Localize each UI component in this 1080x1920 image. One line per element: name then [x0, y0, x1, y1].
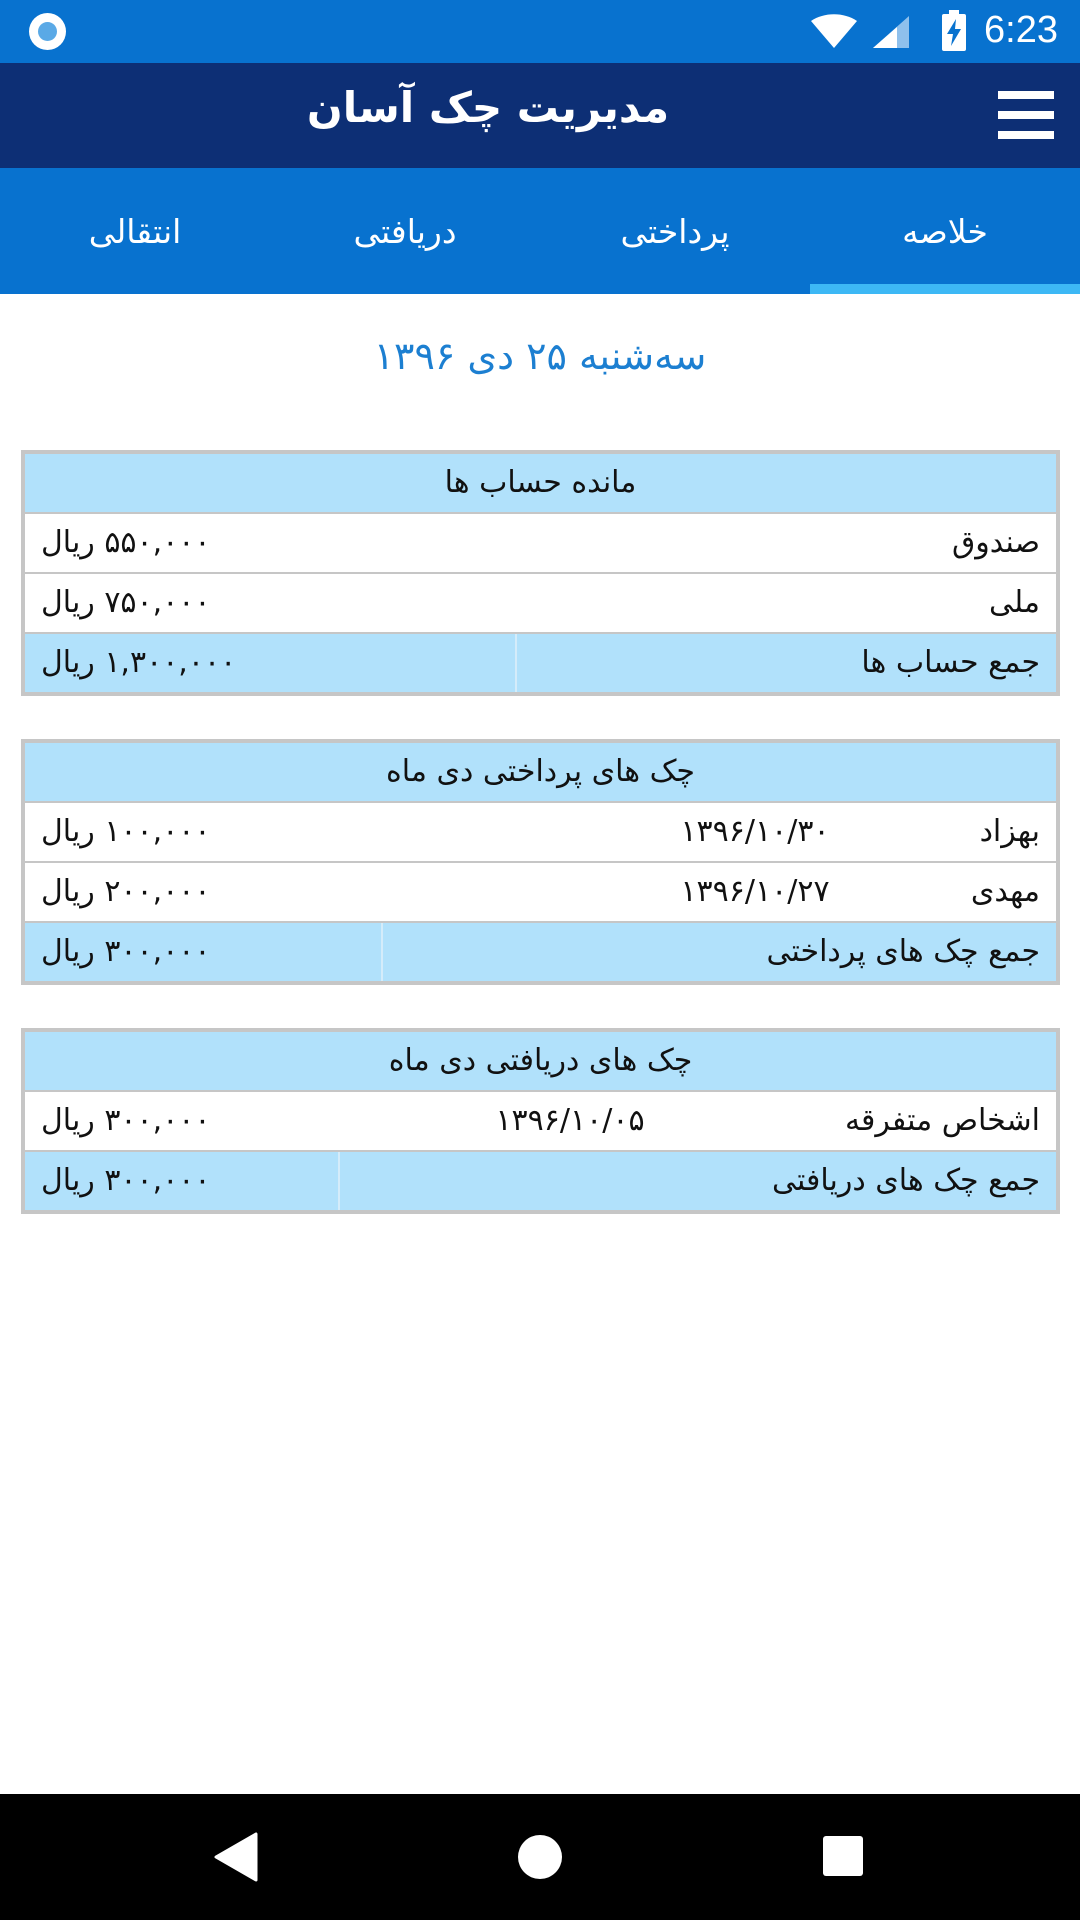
account-name: صندوق: [951, 525, 1040, 560]
date-heading: سه‌شنبه ۲۵ دی ۱۳۹۶: [373, 334, 707, 378]
tab-paid[interactable]: پرداختی: [620, 211, 730, 251]
total-label: جمع چک های پرداختی: [766, 934, 1040, 969]
tab-transferred[interactable]: انتقالی: [88, 211, 182, 251]
column-divider: [381, 923, 383, 981]
table-total-row: [25, 1152, 1056, 1210]
column-divider: [515, 634, 517, 692]
check-date: ۱۳۹۶/۱۰/۲۷: [680, 874, 830, 909]
table-title: چک های دریافتی دی ماه: [388, 1043, 693, 1078]
tab-summary[interactable]: خلاصه: [902, 211, 988, 251]
hamburger-menu-icon[interactable]: [998, 89, 1054, 141]
tab-selected-indicator: [810, 284, 1080, 294]
menu-icon-line: [998, 91, 1054, 99]
wifi-icon: [810, 14, 858, 50]
navigation-bar: [0, 1794, 1080, 1920]
app-title: مدیریت چک آسان: [306, 83, 670, 132]
table-header: [25, 1032, 1056, 1090]
column-divider: [338, 1152, 340, 1210]
account-name: ملی: [988, 585, 1040, 620]
check-date: ۱۳۹۶/۱۰/۳۰: [680, 814, 830, 849]
check-amount: ۱۰۰,۰۰۰ ریال: [41, 814, 211, 849]
total-label: جمع حساب ها: [861, 645, 1040, 680]
total-amount: ۳۰۰,۰۰۰ ریال: [41, 1163, 211, 1198]
tab-received[interactable]: دریافتی: [353, 211, 457, 251]
table-title: چک های پرداختی دی ماه: [386, 754, 695, 789]
check-person: بهزاد: [979, 814, 1040, 849]
back-icon[interactable]: [214, 1832, 258, 1882]
home-icon[interactable]: [518, 1835, 562, 1879]
signal-icon: [871, 14, 911, 50]
battery-charging-icon: [941, 10, 967, 52]
table-row[interactable]: [25, 574, 1056, 632]
table-total-row: [25, 634, 1056, 692]
status-bar: [0, 0, 1080, 63]
total-label: جمع چک های دریافتی: [771, 1163, 1040, 1198]
app-notification-icon: [29, 13, 66, 50]
check-amount: ۳۰۰,۰۰۰ ریال: [41, 1103, 211, 1138]
account-amount: ۷۵۰,۰۰۰ ریال: [41, 585, 211, 620]
table-row[interactable]: [25, 514, 1056, 572]
table-title: مانده حساب ها: [444, 465, 637, 500]
account-amount: ۵۵۰,۰۰۰ ریال: [41, 525, 211, 560]
table-header: [25, 743, 1056, 801]
received-checks-table: [21, 1028, 1060, 1214]
app-bar: [0, 63, 1080, 168]
total-amount: ۱,۳۰۰,۰۰۰ ریال: [41, 645, 237, 680]
table-header: [25, 454, 1056, 512]
recent-apps-icon[interactable]: [823, 1836, 863, 1876]
table-row[interactable]: [25, 863, 1056, 921]
table-row[interactable]: [25, 803, 1056, 861]
check-person: مهدی: [970, 874, 1040, 909]
table-total-row: [25, 923, 1056, 981]
accounts-balance-table: [21, 450, 1060, 696]
paid-checks-table: [21, 739, 1060, 985]
menu-icon-line: [998, 131, 1054, 139]
tab-bar: [0, 168, 1080, 294]
status-time: 6:23: [984, 9, 1058, 51]
total-amount: ۳۰۰,۰۰۰ ریال: [41, 934, 211, 969]
check-date: ۱۳۹۶/۱۰/۰۵: [495, 1103, 645, 1138]
check-amount: ۲۰۰,۰۰۰ ریال: [41, 874, 211, 909]
check-person: اشخاص متفرقه: [844, 1103, 1040, 1138]
menu-icon-line: [998, 111, 1054, 119]
table-row[interactable]: [25, 1092, 1056, 1150]
